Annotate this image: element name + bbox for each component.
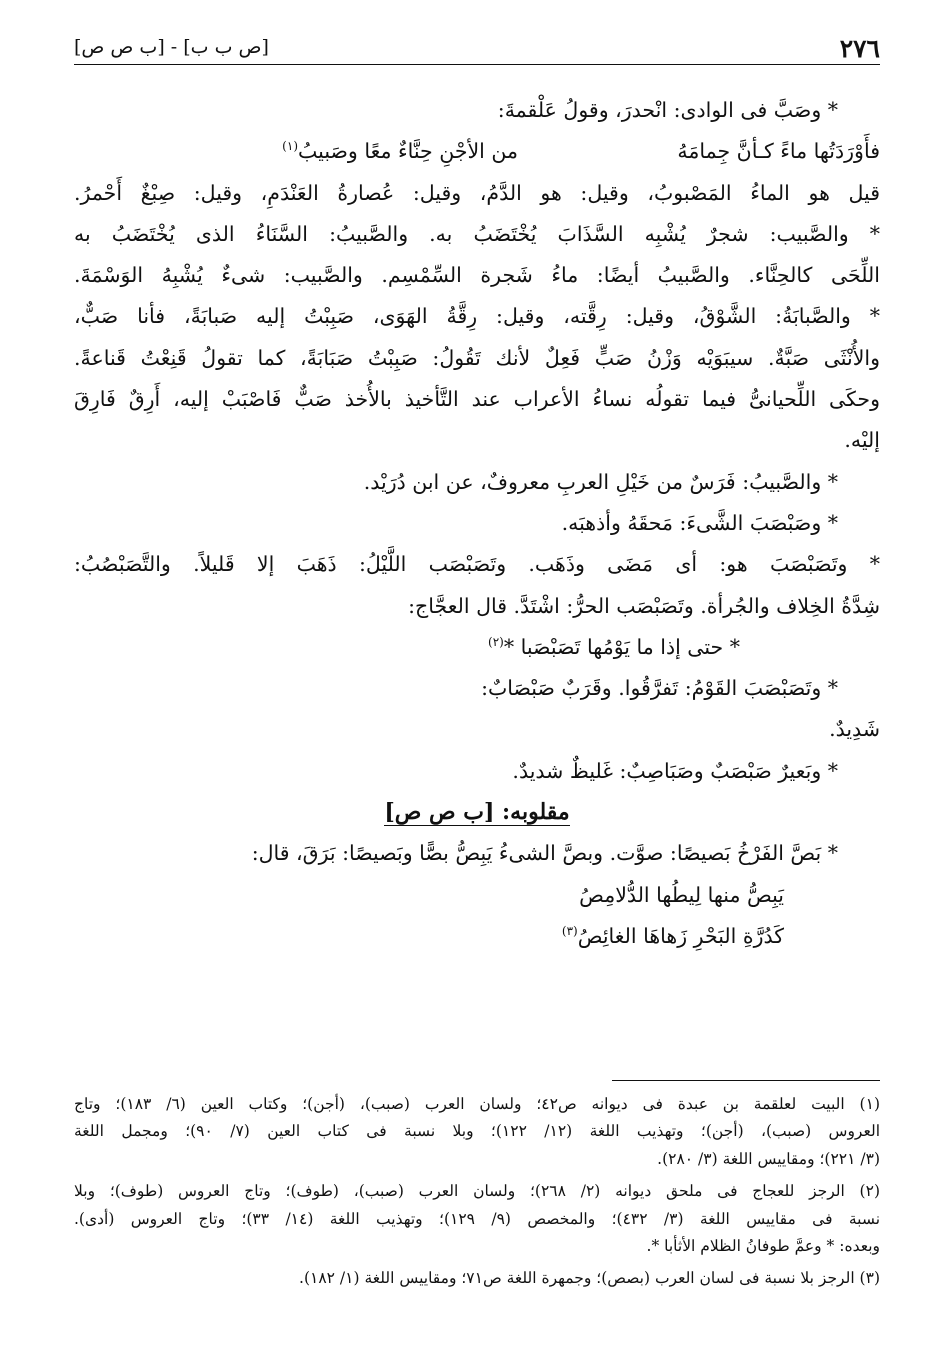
text-line: * والصَّبابَةُ: الشَّوْقُ، وقيل: رِقَّته، وقيل: رِقَّةُ الهَوَى، صَبِبْتُ إليه صَبابَةً، فأنا صَبٌّ، [74, 304, 880, 329]
footnote-marker: (١) [282, 139, 298, 154]
text-line: * وبَعيرٌ صَبْصَبٌ وصَبَاصِبٌ: غَليظٌ شديدٌ. [512, 758, 838, 783]
footnote-marker: (٣) [561, 924, 578, 939]
verse-line: يَبِصُّ منها لِيطُها الدُّلامِصُ [579, 882, 784, 907]
page-header [74, 34, 880, 64]
text-line: شِدَّةُ الخِلاف والجُرأة. وتَصَبْصَب الحرُّ: اشْتَدَّ. قال العجَّاج: [408, 593, 880, 618]
verse-hemistich-second: من الأجْنِ حِنَّاءٌ معًا وصَبيبُ$^{(١)}$ [282, 139, 518, 164]
text-line: وحكَى اللِّحيانىُّ فيما تقولُه نساءُ الأعراب عند التَّأخيذ بالأُخذ صَبٌّ فَاصْبَبْ إليه، أَرِقٌ فَارِقَ [74, 387, 880, 412]
verse-line: * حتى إذا ما يَوْمُها تَصَبْصَبا *$^{(٢)}$ [488, 634, 740, 659]
footnote-rule [612, 1080, 880, 1081]
section-heading: مقلوبه: [ب ص ص] [384, 799, 570, 826]
footnote-line: (٣) الرجز بلا نسبة فى لسان العرب (بصص)؛ وجمهرة اللغة ص٧١؛ ومقاييس اللغة (١/ ١٨٢). [299, 1269, 880, 1288]
text-line: شَدِيدٌ. [829, 717, 880, 742]
text-line: * وصَبَّ فى الوادى: انْحدرَ، وقولُ عَلْقمةَ: [497, 98, 838, 122]
footnote-line: (٢) الرجز للعجاج فى ملحق ديوانه (٢/ ٢٦٨)؛ ولسان العرب (صبب)، (طوف)؛ وتاج العروس (طوف)؛ وبلا [74, 1182, 880, 1201]
text-line: اللِّحَى كالحِنَّاء. والصَّبيبُ أيضًا: ماءُ شَجرة السِّمْسِم. والصَّبيب: شىءٌ يُشْبِهُ الوَسْمَةَ. [74, 263, 880, 288]
verse-line [74, 131, 880, 172]
text-line: * وصَبْصَبَ الشَّىءَ: مَحقَهُ وأذهبَه. [561, 510, 838, 535]
page-number: ٢٧٦ [839, 34, 880, 63]
text-line: * والصَّبيب: شجرٌ يُشْبِه السَّذَابَ يُخْتَضَبُ به. والصَّبيبُ: السَّنَاءُ الذى يُخْتَضَبُ به [74, 221, 880, 246]
footnote-marker: (٢) [488, 635, 504, 650]
text-line: * وتَصَبْصَبَ القَوْمُ: تَفرَّقُوا. وقَرَبٌ صَبْصَابٌ: [481, 676, 838, 701]
footnote-line: (٣/ ٢٢١)؛ ومقاييس اللغة (٣/ ٢٨٠). [657, 1149, 880, 1168]
footnote-line: (١) البيت لعلقمة بن عبدة فى ديوانه ص٤٢؛ ولسان العرب (صبب)، (أجن)؛ وكتاب العين (٦/ ١٨٣)؛ وتاج [74, 1095, 880, 1113]
verse-hemistich-first: فأَوْرَدَتُها ماءً كـأنَّ جِمامَهُ [677, 139, 880, 164]
verse-line: كَدُرَّةِ البَحْرِ زَهاهَا الغائِصُ$^{(٣)}$ [561, 923, 784, 948]
header-rule [74, 64, 880, 65]
footnote-line: العروس (صبب)، (أجن)؛ وتهذيب اللغة (١٢/ ١٢٢)؛ وبلا نسبة فى كتاب العين (٧/ ٩٠)؛ ومجمل اللغة [74, 1122, 880, 1141]
text-line: * وتَصَبْصَبَ هو: أى مَضَى وذَهَب. وتَصَبْصَب اللَّيْلُ: ذَهَبَ إلا قَليلاً. والتَّصَبْصُبُ: [74, 552, 880, 577]
text-line: * والصَّبيبُ: فَرَسٌ من خَيْلِ العربِ معروفٌ، عن ابن دُرَيْد. [363, 469, 838, 494]
footnotes [74, 1091, 880, 1293]
running-head: [ص ب ب] - [ب ص ص] [74, 36, 269, 58]
text-line: والأُنْثَى صَبَّةٌ. سيبَوَيْه وَزْنُ صَبٍّ فَعِلٌ لأنك تَقُولُ: صَبِبْتُ صَبَابَةً، كما تقولُ قَنِعْتُ قَناعةً. [74, 345, 880, 370]
text-line: * بَصَّ الفَرْخُ بَصيصًا: صوَّت. وبصَّ الشىءُ يَبِصُّ بصًّا وبَصيصًا: بَرَقَ، قال: [251, 841, 838, 866]
main-text [74, 90, 880, 957]
footnote-line: نسبة فى مقاييس اللغة (٣/ ٤٣٢)؛ والمخصص (٩/ ١٢٩)؛ وتهذيب اللغة (١٤/ ٣٣)؛ وتاج العروس (أدى). [74, 1209, 880, 1228]
text-line: إليْه. [844, 428, 880, 453]
footnote-line: وبعده: * وعمَّ طوفانُ الظلام الأثأبا *. [646, 1236, 880, 1255]
text-line: قيل هو الماءُ المَصْبوبُ، وقيل: هو الدَّمُ، وقيل: عُصارةُ العَنْدَمِ، وقيل: صِبْغٌ أَحْمرُ. [74, 180, 880, 205]
